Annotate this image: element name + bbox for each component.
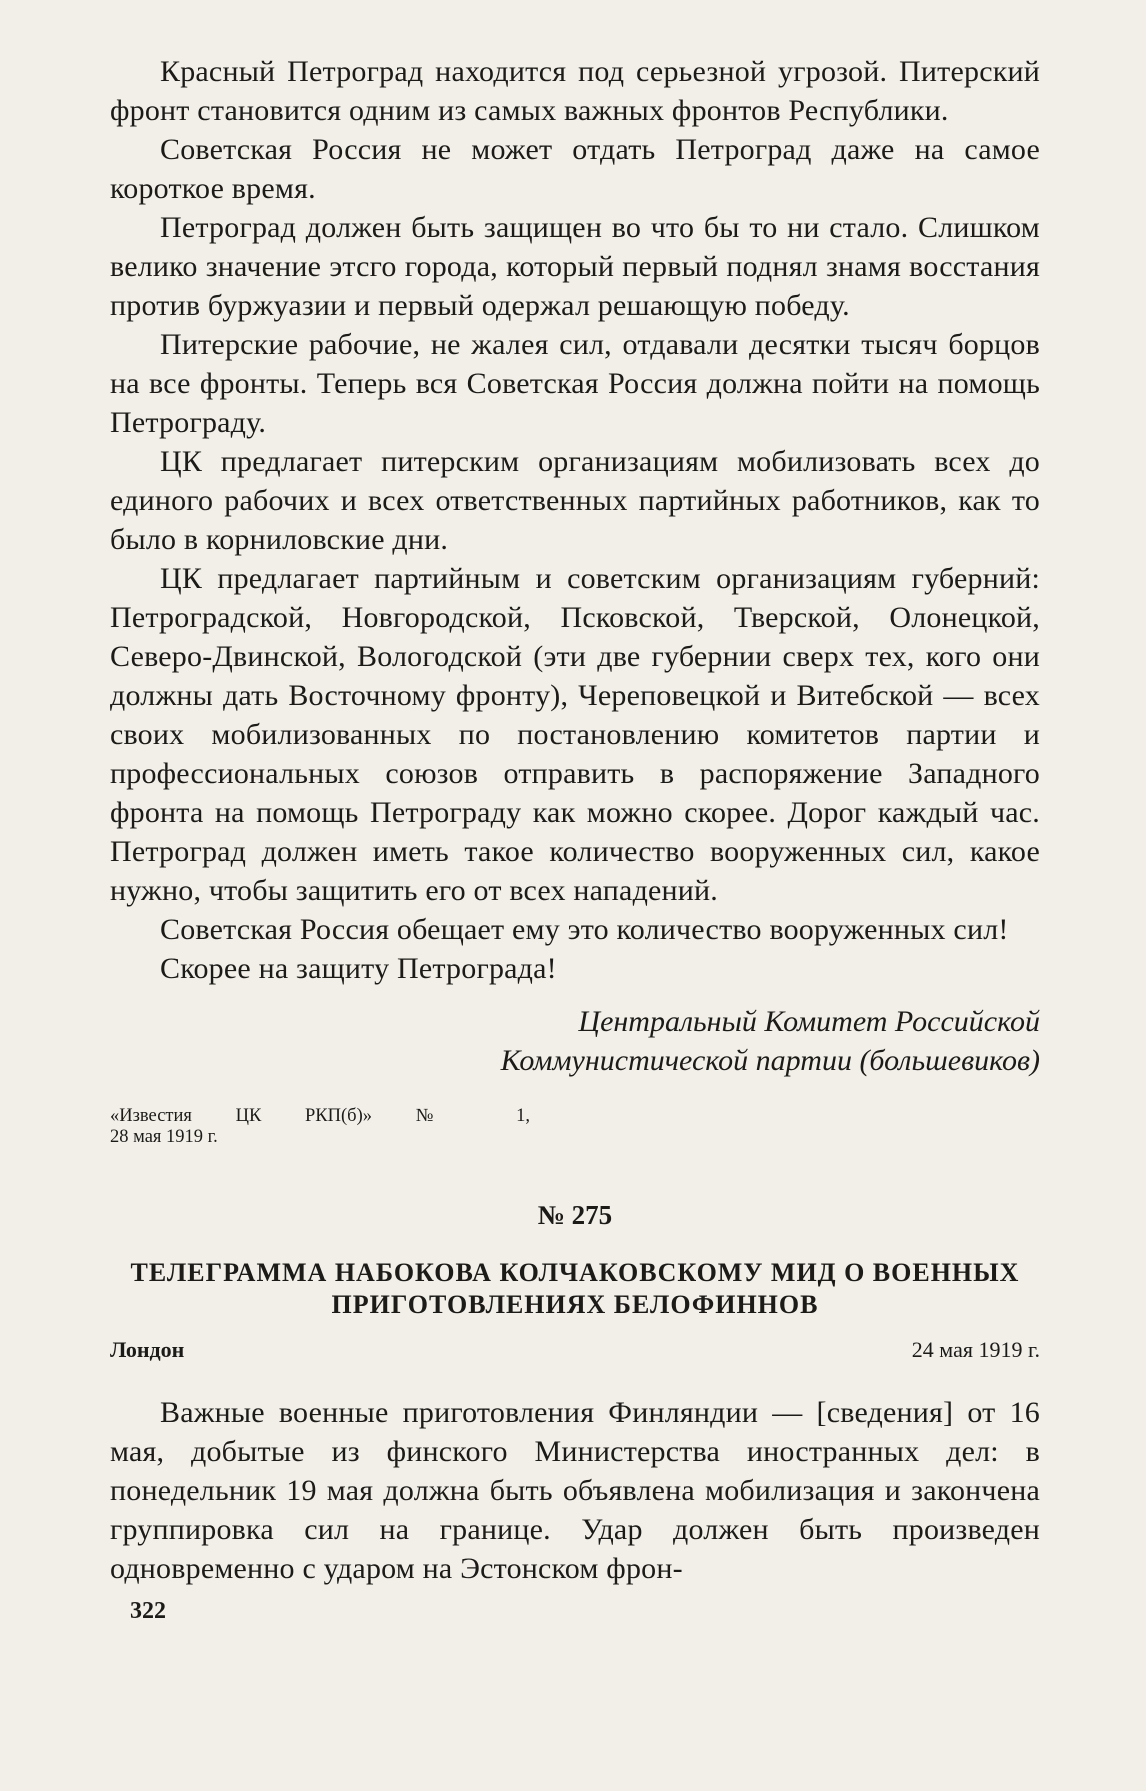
paragraph-4: Питерские рабочие, не жалея сил, отдавали десятки тысяч борцов на все фронты. Теперь вся Советская Россия должна пойти на помощь Петрограду.: [110, 328, 1040, 439]
document-date: 24 мая 1919 г.: [911, 1337, 1040, 1362]
paragraph-2: Советская Россия не может отдать Петроград даже на самое короткое время.: [110, 133, 1040, 205]
paragraph-7: Советская Россия обещает ему это количество вооруженных сил!: [160, 913, 1009, 946]
paragraph-5: ЦК предлагает питерским организациям мобилизовать всех до единого рабочих и всех ответственных партийных работников, как то было в корниловские дни.: [110, 445, 1040, 556]
paragraph-6: ЦК предлагает партийным и советским организациям губерний: Петроградской, Новгородской, Псковской, Тверской, Олонецкой, Северо-Двинской, Вологодской (эти две губернии сверх тех, кого они должны дать Восточному фронту), Череповецкой и Витебской — всех своих мобилизованных по постановлению комитетов партии и профессиональных союзов отправить в распоряжение Западного фронта на помощь Петрограду как можно скорее. Дорог каждый час. Петрогрaд должен иметь такое количество вооруженных сил, какое нужно, чтобы защитить его от всех нападений.: [110, 562, 1040, 907]
place-date-row: [110, 1337, 1040, 1363]
main-text: [110, 52, 1040, 1588]
document-title-line-1: ТЕЛЕГРАММА НАБОКОВА КОЛЧАКОВСКОМУ МИД О ВОЕННЫХ: [130, 1258, 1020, 1287]
document-place: Лондон: [110, 1337, 185, 1362]
source-line-2: 28 мая 1919 г.: [110, 1127, 218, 1147]
document-title-line-2: ПРИГОТОВЛЕНИЯХ БЕЛОФИННОВ: [331, 1290, 819, 1319]
page-number: 322: [130, 1598, 166, 1624]
document-body: Важные военные приготовления Финляндии — [сведения] от 16 мая, добытые из финского Министерства иностранных дел: в понедельник 19 мая должна быть объявлена мобилизация и закончена группировка сил на границе. Удар должен быть произведен одновременно с ударом на Эстонском фрон-: [110, 1396, 1040, 1585]
signature-line-1: Центральный Комитет Российской: [578, 1005, 1040, 1038]
paragraph-8: Скорее на защиту Петрограда!: [160, 952, 557, 985]
document-number: № 275: [537, 1200, 613, 1230]
signature: [110, 1002, 1040, 1080]
paragraph-3: Петроград должен быть защищен во что бы то ни стало. Слишком велико значение этсго города, который первый поднял знамя восстания против буржуазии и первый одержал решающую победу.: [110, 211, 1040, 322]
source-line-1: «Известия ЦК РКП(б)» № 1,: [110, 1106, 530, 1126]
source-citation: [110, 1106, 530, 1148]
paragraph-1: Красный Петроград находится под серьезной угрозой. Питерский фронт становится одним из самых важных фронтов Республики.: [110, 55, 1040, 127]
signature-line-2: Коммунистической партии (большевиков): [500, 1044, 1040, 1077]
document-title: [110, 1257, 1040, 1321]
